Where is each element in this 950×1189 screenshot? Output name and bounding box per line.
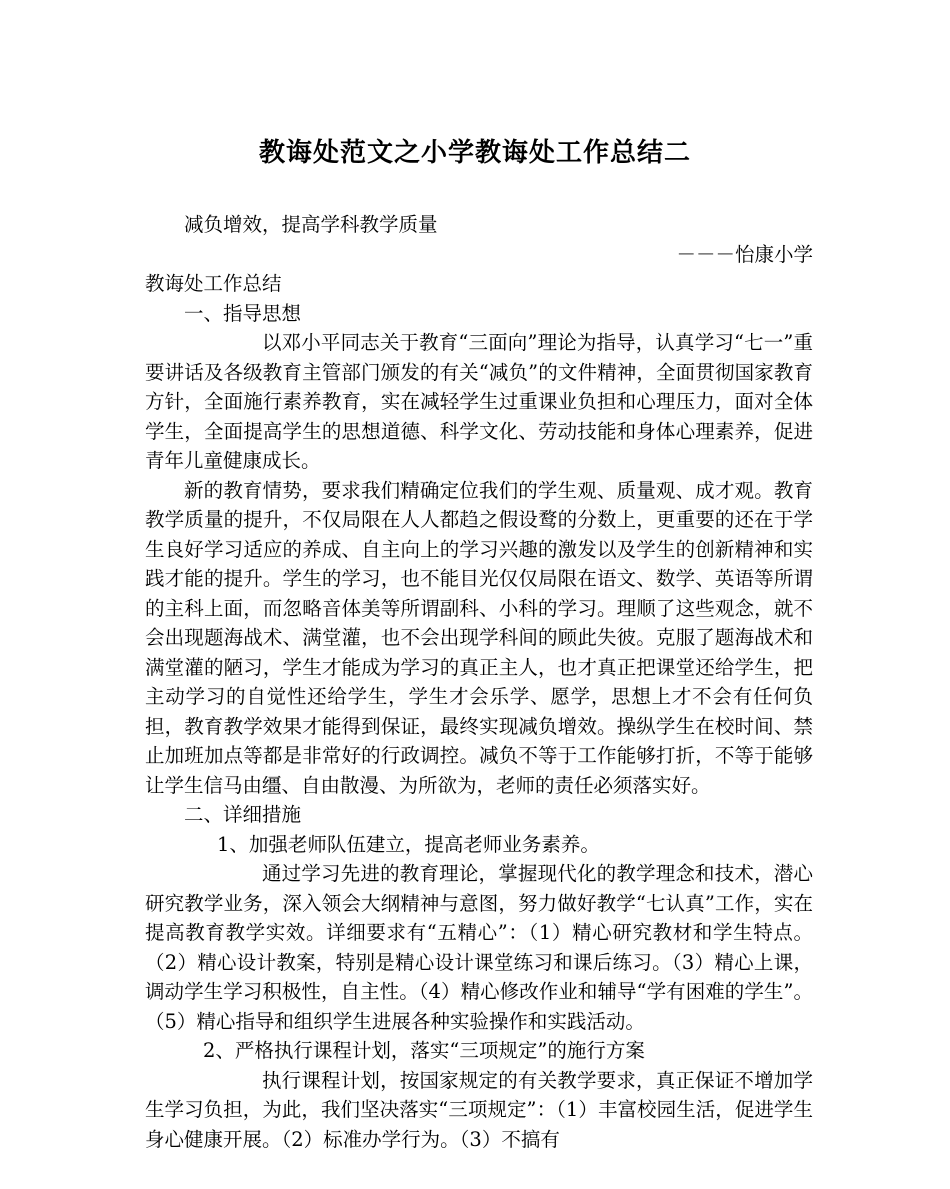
subtitle: 减负增效，提高学科教学质量 [184,213,438,236]
section-heading-detailed-measures: 二、详细措施 [184,803,302,826]
document-title: 教诲处范文之小学教诲处工作总结二 [258,138,691,168]
document-body [145,210,813,1154]
paragraph-new-situation: 新的教育情势，要求我们精确定位我们的学生观、质量观、成才观。教育教学质量的提升，不仅局限在人人都趋之假设鹜的分数上，更重要的还在于学生良好学习适应的养成、自主向上的学习兴趣的激发以及学生的创新精神和实践才能的提升。学生的学习，也不能目光仅仅局限在语文、数学、英语等所谓的主科上面，而忽略音体美等所谓副科、小科的学习。理顺了这些观念，就不会出现题海战术、满堂灌，也不会出现学科间的顾此失彼。克服了题海战术和满堂灌的陋习，学生才能成为学习的真正主人，也才真正把课堂还给学生，把主动学习的自觉性还给学生，学生才会乐学、愿学，思想上才不会有任何负担，教育教学效果才能得到保证，最终实现减负增效。操纵学生在校时间、禁止加班加点等都是非常好的行政调控。减负不等于工作能够打折，不等于能够让学生信马由缰、自由散漫、为所欲为，老师的责任必须落实好。 [145,478,813,797]
paragraph-guiding-ideology: 以邓小平同志关于教育“三面向”理论为指导，认真学习“七一”重要讲话及各级教育主管部门颁发的有关“减负”的文件精神，全面贯彻国家教育方针，全面施行素养教育，实在减轻学生过重课业负担和心理压力，面对全体学生，全面提高学生的思想道德、科学文化、劳动技能和身体心理素养，促进青年儿童健康成长。 [145,331,813,472]
item-heading-curriculum-plan: 2、严格执行课程计划，落实“三项规定”的施行方案 [203,1039,645,1062]
paragraph-curriculum-plan: 执行课程计划，按国家规定的有关教学要求，真正保证不增加学生学习负担，为此，我们坚决落实“三项规定”：（1）丰富校园生活，促进学生身心健康开展。（2）标准办学行为。（3）不搞有 [145,1068,813,1151]
section-heading-guiding-ideology: 一、指导思想 [184,301,302,325]
paragraph-teacher-team: 通过学习先进的教育理论，掌握现代化的教学理念和技术，潜心研究教学业务，深入领会大纲精神与意图，努力做好教学“七认真”工作，实在提高教育教学实效。详细要求有“五精心”：（1）精心研究教材和学生特点。（2）精心设计教案，特别是精心设计课堂练习和课后练习。（3）精心上课，调动学生学习积极性，自主性。（4）精心修改作业和辅导“学有困难的学生”。（5）精心指导和组织学生进展各种实验操作和实践活动。 [145,862,813,1033]
document-name: 教诲处工作总结 [145,272,282,295]
byline: －－－怡康小学 [676,242,813,266]
item-heading-teacher-team: 1、加强老师队伍建立，提高老师业务素养。 [217,832,600,856]
